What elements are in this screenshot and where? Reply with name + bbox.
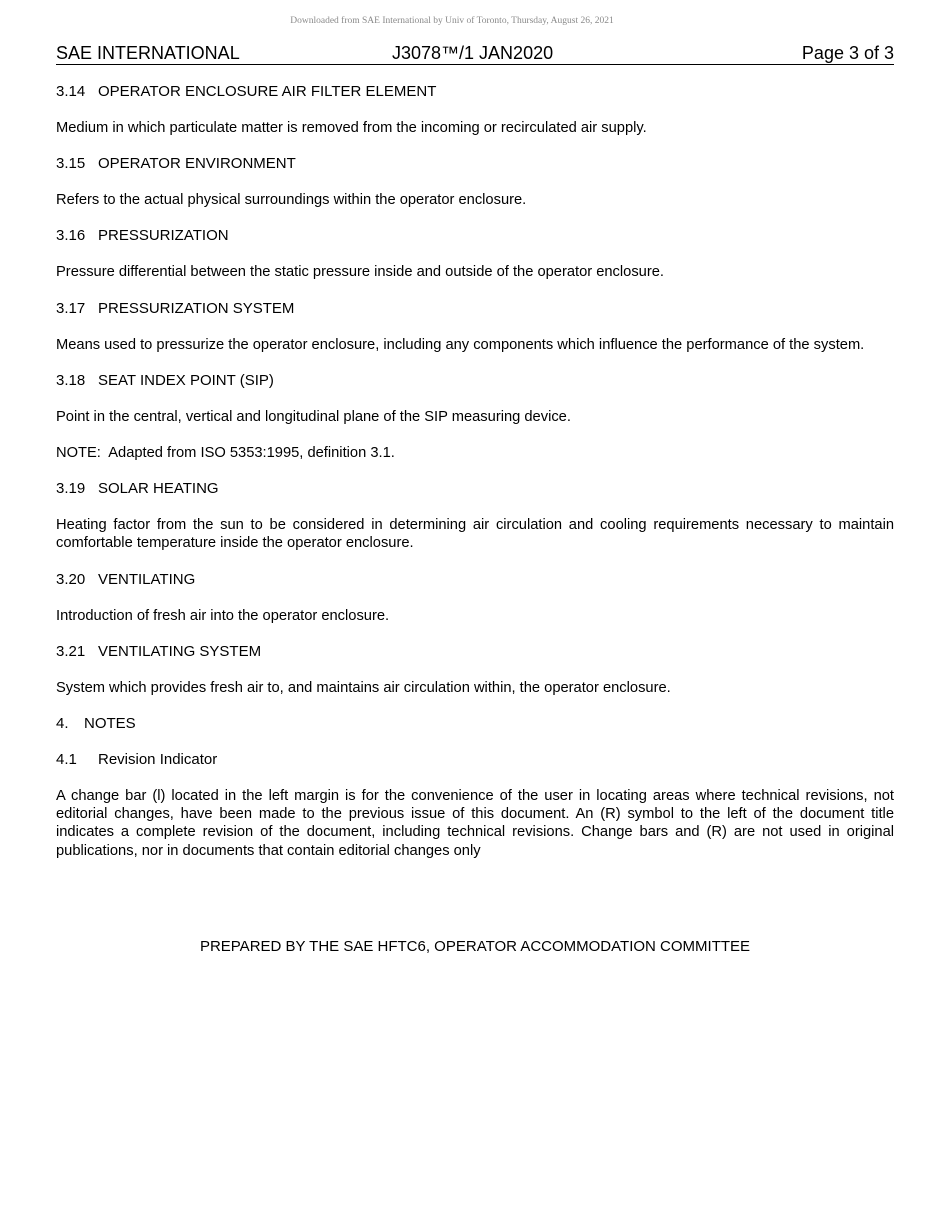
section-title: OPERATOR ENVIRONMENT (98, 155, 296, 173)
section-3-17 (56, 300, 894, 354)
section-title: VENTILATING SYSTEM (98, 642, 262, 660)
section-title: Revision Indicator (98, 751, 218, 769)
section-body: A change bar (l) located in the left margin is for the convenience of the user in locating areas where technical revisions, not editorial changes, have been made to the previous issue of this document. An (R) symbol to the left of the document title indicates a complete revision of the document, including technical revisions. Change bars and (R) are not used in original publications, nor in documents that contain editorial changes only (56, 788, 894, 859)
section-title: SOLAR HEATING (98, 480, 219, 498)
section-3-15 (56, 155, 894, 209)
section-number: 3.21 (56, 642, 86, 660)
section-heading (56, 372, 894, 390)
download-watermark: Downloaded from SAE International by Univ of Toronto, Thursday, August 26, 2021 (290, 16, 614, 26)
section-heading (56, 300, 894, 318)
document-body (56, 83, 894, 878)
section-title: NOTES (84, 715, 136, 733)
section-body: Point in the central, vertical and longitudinal plane of the SIP measuring device. (56, 408, 571, 425)
section-body: Refers to the actual physical surroundings within the operator enclosure. (56, 192, 527, 209)
section-3-18 (56, 372, 894, 462)
section-heading (56, 751, 894, 769)
section-body: Pressure differential between the static pressure inside and outside of the operator enclosure. (56, 264, 664, 281)
section-number: 3.15 (56, 155, 86, 173)
section-heading (56, 227, 894, 245)
section-4-1 (56, 751, 894, 860)
section-3-19 (56, 480, 894, 552)
section-body: Heating factor from the sun to be considered in determining air circulation and cooling requirements necessary to maintain comfortable temperature inside the operator enclosure. (56, 517, 894, 552)
section-number: 3.16 (56, 227, 86, 245)
section-number: 3.18 (56, 371, 86, 389)
section-heading (56, 155, 894, 173)
section-number: 3.14 (56, 83, 86, 100)
section-body: Introduction of fresh air into the operator enclosure. (56, 607, 390, 624)
section-body: System which provides fresh air to, and maintains air circulation within, the operator enclosure. (56, 679, 671, 696)
section-body: Means used to pressurize the operator enclosure, including any components which influence the performance of the system. (56, 336, 865, 353)
header-organization: SAE INTERNATIONAL (56, 43, 240, 63)
section-number: 3.20 (56, 570, 86, 588)
section-heading (56, 643, 894, 661)
section-heading (56, 571, 894, 589)
section-number: 3.17 (56, 299, 86, 317)
section-3-14 (56, 83, 894, 137)
section-title: VENTILATING (98, 570, 196, 588)
section-body: Medium in which particulate matter is removed from the incoming or recirculated air supply. (56, 120, 647, 136)
section-note: NOTE: Adapted from ISO 5353:1995, definition 3.1. (56, 445, 395, 462)
prepared-by-line: PREPARED BY THE SAE HFTC6, OPERATOR ACCOMMODATION COMMITTEE (199, 938, 751, 955)
header-page-number: Page 3 of 3 (801, 43, 894, 63)
section-title: OPERATOR ENCLOSURE AIR FILTER ELEMENT (98, 83, 437, 100)
section-3-20 (56, 571, 894, 625)
section-title: PRESSURIZATION SYSTEM (98, 299, 295, 317)
section-number: 3.19 (56, 480, 86, 498)
section-3-16 (56, 227, 894, 281)
section-number: 4. (56, 715, 69, 733)
section-heading (56, 480, 894, 498)
section-heading (56, 83, 894, 101)
section-number: 4.1 (56, 751, 77, 769)
section-heading (56, 715, 894, 733)
section-3-21 (56, 643, 894, 697)
section-4-notes (56, 715, 894, 733)
section-title: SEAT INDEX POINT (SIP) (98, 371, 274, 389)
page-header (56, 43, 894, 65)
header-document-id: J3078™/1 JAN2020 (392, 43, 554, 63)
section-title: PRESSURIZATION (98, 227, 229, 245)
